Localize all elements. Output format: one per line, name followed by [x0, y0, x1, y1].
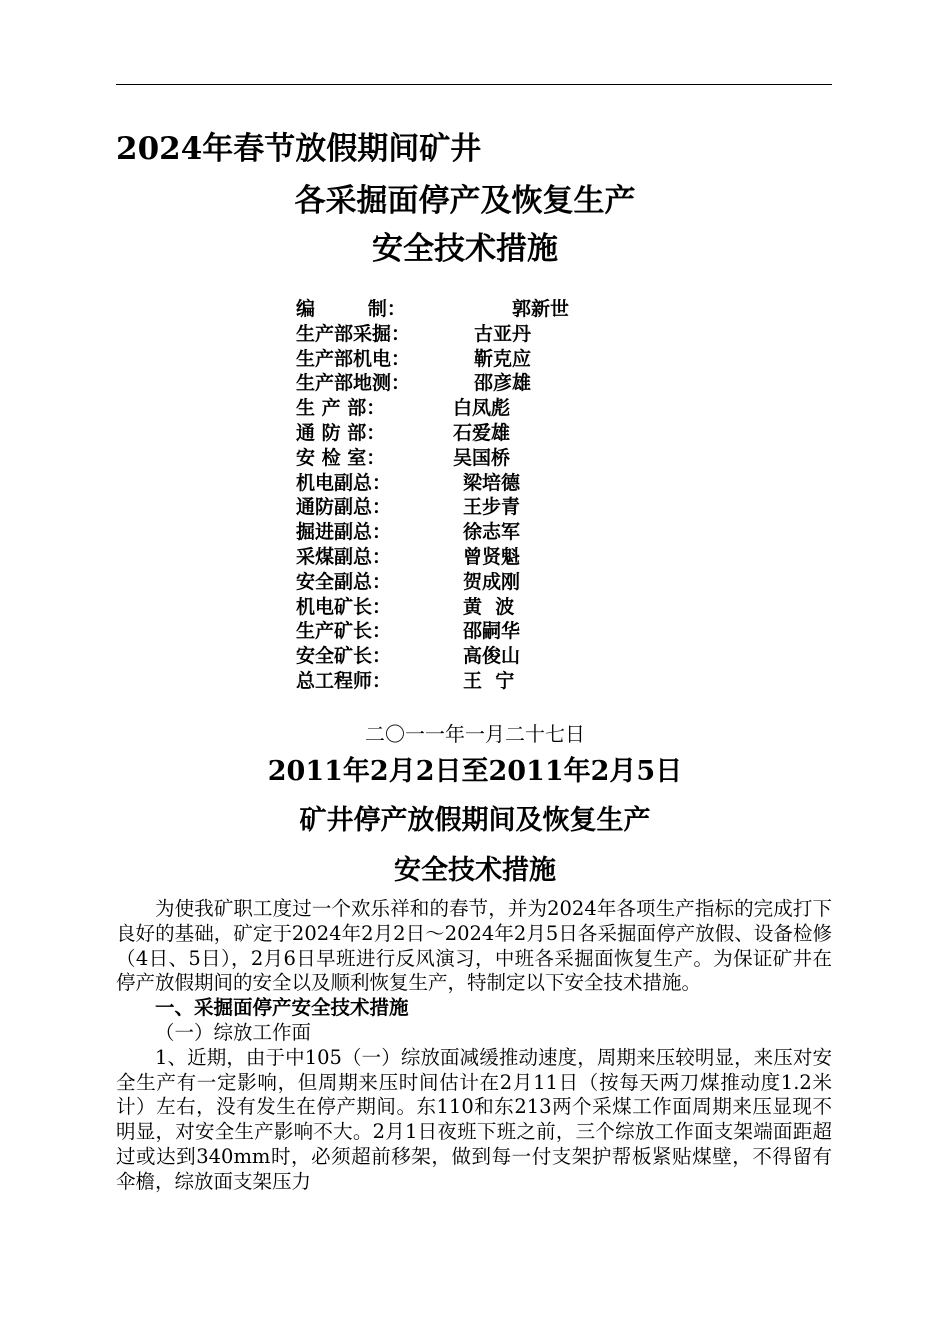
signatory-name: 邵嗣华: [463, 620, 521, 643]
signatory-name: 石爱雄: [453, 421, 511, 444]
signatory-role: 生 产 部：: [296, 397, 386, 420]
body-paragraph: 1、近期，由于中105（一）综放面减缓推动速度，周期来压较明显，来压对安全生产有一定影响，但周期来压时间估计在2月11日（按每天两刀煤推动度1.2米计）左右，没有发生在停产期间。东110和东213两个采煤工作面周期来压显现不明显，对安全生产影响不大。2月1日夜班下班之前，三个综放工作面支架端面距超过或达到340mm时，必须超前移架，做到每一付支架护帮板紧贴煤壁，不得留有伞檐，综放面支架压力: [116, 1045, 832, 1193]
subsection-heading: （一）综放工作面: [155, 1020, 312, 1044]
signatory-role: 机电副总：: [296, 471, 392, 494]
subtitle-line-2: 安全技术措施: [394, 855, 556, 886]
signatory-role: 掘进副总：: [296, 521, 392, 544]
signatory-name: 古亚丹: [474, 322, 532, 345]
signatory-role: 安 检 室：: [296, 446, 386, 469]
signatory-role: 生产矿长：: [296, 620, 392, 643]
signatory-name: 徐志军: [463, 521, 521, 544]
signatory-role: 总工程师：: [296, 669, 392, 692]
body-text: [116, 897, 832, 1195]
header-rule: [116, 84, 832, 85]
signatory-role: 生产部采掘：: [296, 322, 411, 345]
signatory-name: 靳克应: [474, 347, 532, 370]
signatory-name: 郭新世: [512, 298, 570, 320]
document-title-line-1: 2024年春节放假期间矿井: [116, 131, 482, 167]
compile-date: 二〇一一年一月二十七日: [365, 722, 585, 746]
signatory-name: 王 宁: [463, 669, 515, 692]
signatory-name: 高俊山: [463, 645, 521, 668]
signatory-role: 安全矿长：: [296, 645, 392, 668]
signatory-role: 采煤副总：: [296, 545, 392, 568]
signatory-role: 生产部地测：: [296, 372, 411, 395]
signatory-role: 机电矿长：: [296, 595, 392, 618]
signatory-role: 编 制：: [296, 298, 406, 320]
signatory-name: 曾贤魁: [463, 545, 521, 568]
signatory-role: 安全副总：: [296, 570, 392, 593]
signatory-name: 邵彦雄: [474, 372, 532, 395]
signatory-name: 黄 波: [463, 595, 515, 618]
signatory-name: 白凤彪: [453, 397, 511, 420]
period-heading: 2011年2月2日至2011年2月5日: [267, 756, 683, 787]
document-title-line-2: 各采掘面停产及恢复生产: [294, 183, 636, 219]
signatory-name: 梁培德: [463, 471, 521, 494]
signatory-name: 王步青: [463, 496, 521, 519]
section-heading: 一、采掘面停产安全技术措施: [155, 996, 409, 1020]
signatory-role: 通 防 部：: [296, 421, 386, 444]
subtitle-line-1: 矿井停产放假期间及恢复生产: [299, 805, 651, 836]
document-title-line-3: 安全技术措施: [372, 231, 558, 267]
signatory-name: 吴国桥: [453, 446, 511, 469]
signatory-name: 贺成刚: [463, 570, 521, 593]
signatory-role: 生产部机电：: [296, 347, 411, 370]
intro-paragraph: 为使我矿职工度过一个欢乐祥和的春节，并为2024年各项生产指标的完成打下良好的基础，矿定于2024年2月2日～2024年2月5日各采掘面停产放假、设备检修（4日、5日），2月6日早班进行反风演习，中班各采掘面恢复生产。为保证矿井在停产放假期间的安全以及顺利恢复生产，特制定以下安全技术措施。: [116, 897, 832, 995]
signatory-role: 通防副总：: [296, 496, 392, 519]
